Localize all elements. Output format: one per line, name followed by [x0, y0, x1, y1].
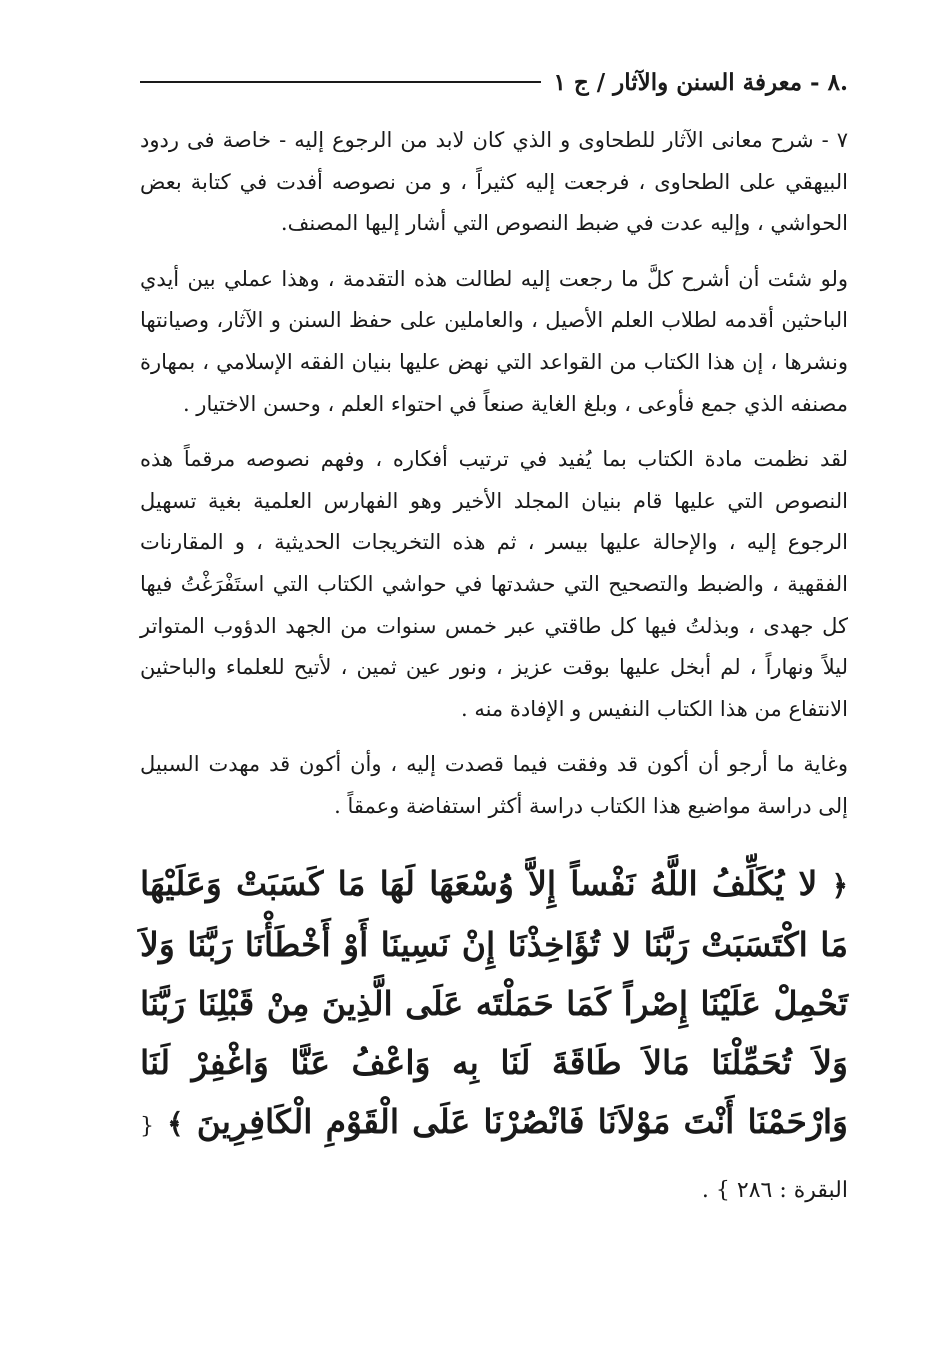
- paragraph-sources-tahawi: ٧ - شرح معانى الآثار للطحاوى و الذي كان لابد من الرجوع إليه - خاصة فى ردود البيهقي على الطحاوى ، فرجعت إليه كثيراً ، و من نصوصه أفدت في كتابة بعض الحواشي ، وإليه عدت في ضبط النصوص التي أشار إليها المصنف.: [140, 128, 848, 236]
- quran-reference: { البقرة : ٢٨٦ } .: [140, 1113, 848, 1203]
- quran-open-bracket: ﴿: [831, 868, 848, 902]
- running-title: .٨ - معرفة السنن والآثار / ج ١: [553, 68, 848, 96]
- paragraph-work-summary: ولو شئت أن أشرح كلَّ ما رجعت إليه لطالت هذه التقدمة ، وهذا عملي بين أيدي الباحثين أقدمه لطلاب العلم الأصيل ، والعاملين على حفظ السنن و الآثار، وصيانتها ونشرها ، إن هذا الكتاب من القواعد التي نهض عليها بنيان الفقه الإسلامي ، بمهارة مصنفه الذي جمع فأوعى ، وبلغ الغاية صنعاً في احتواء العلم ، وحسن الاختيار .: [140, 266, 848, 416]
- quran-close-bracket: ﴾: [167, 1106, 184, 1140]
- quran-verse-text: لا يُكَلِّفُ اللَّهُ نَفْساً إِلاَّ وُسْعَهَا لَهَا مَا كَسَبَتْ وَعَلَيْهَا مَا اكْتَسَبَتْ رَبَّنَا لا تُؤَاخِذْنَا إِنْ نَسِينَا أَوْ أَخْطَأْنَا رَبَّنَا وَلاَ تَحْمِلْ عَلَيْنَا إِصْراً كَمَا حَمَلْتَه عَلَى الَّذِينَ مِنْ قَبْلِنَا رَبَّنَا وَلاَ تُحَمِّلْنَا مَالاَ طَاقَةَ لَنَا بِه وَاعْفُ عَنَّا وَاغْفِرْ لَنَا وَارْحَمْنَا أَنْتَ مَوْلاَنَا فَانْصُرْنَا عَلَى الْقَوْمِ الْكَافِرِينَ: [140, 863, 848, 1141]
- page-body: [140, 120, 848, 1220]
- paragraph-methodology: لقد نظمت مادة الكتاب بما يُفيد في ترتيب أفكاره ، وفهم نصوصه مرقماً هذه النصوص التي عليها قام بنيان المجلد الأخير وهو الفهارس العلمية بغية تسهيل الرجوع إليه ، والإحالة عليها بيسر ، ثم هذه التخريجات الحديثية ، و المقارنات الفقهية ، والضبط والتصحيح التي حشدتها في حواشي الكتاب التي استَفْرَغْتُ فيها كل جهدى ، وبذلتُ فيها كل طاقتي عبر خمس سنوات من الجهد الدؤوب المتواتر ليلاً ونهاراً ، لم أبخل عليها بوقت عزيز ، ونور عين ثمين ، لأتيح للعلماء والباحثين الانتفاع من هذا الكتاب النفيس و الإفادة منه .: [140, 447, 848, 721]
- header-rule: [140, 81, 541, 83]
- page-header: [140, 62, 848, 102]
- paragraph-hope: وغاية ما أرجو أن أكون قد وفقت فيما قصدت إليه ، وأن أكون قد مهدت السبيل إلى دراسة مواضيع هذا الكتاب دراسة أكثر استفاضة وعمقاً .: [140, 752, 848, 818]
- quran-verse: [140, 854, 848, 1220]
